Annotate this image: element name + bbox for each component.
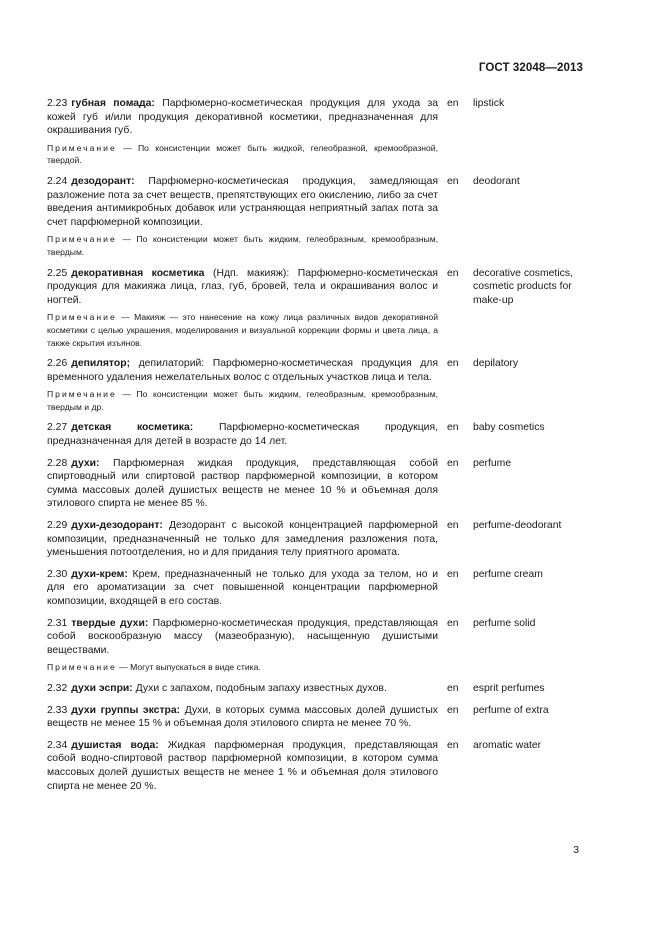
term-entry bbox=[47, 175, 587, 259]
term-definition-text: Парфюмерно-косметическая продукция, представляющая собой воскообразную массу (мазеобразную), насыщенную душистыми веществами. bbox=[47, 617, 438, 656]
term-name: дезодорант: bbox=[71, 175, 135, 187]
language-code: en bbox=[447, 682, 459, 694]
term-entry bbox=[47, 617, 587, 674]
term-name: душистая вода: bbox=[71, 739, 159, 751]
english-equivalent: esprit perfumes bbox=[473, 682, 545, 694]
note-label: Примечание bbox=[47, 662, 117, 673]
term-definition-text: Парфюмерно-косметическая продукция, замедляющая разложение пота за счет веществ, препятствующих его окислению, либо за счет введения антимикробных добавок или устраняющая неприятный запах пота за счет парфюмерной композиции. bbox=[47, 175, 438, 228]
english-equivalent: deodorant bbox=[473, 175, 520, 187]
term-number: 2.34 bbox=[47, 739, 68, 751]
term-definition-text: Духи с запахом, подобным запаху известных духов. bbox=[135, 682, 387, 694]
english-equivalent: perfume solid bbox=[473, 617, 536, 629]
term-note bbox=[47, 142, 438, 167]
term-number: 2.25 bbox=[47, 267, 68, 279]
term-definition bbox=[47, 175, 438, 229]
term-name: твердые духи: bbox=[71, 617, 149, 629]
term-name: духи группы экстра: bbox=[71, 704, 181, 716]
term-name: губная помада: bbox=[71, 98, 155, 109]
term-definition-text: Духи, в которых сумма массовых долей душистых веществ не менее 15 % и объемная доля этилового спирта не менее 70 %. bbox=[47, 704, 438, 730]
term-entry bbox=[47, 568, 587, 609]
note-text: — По консистенции может быть жидким, гелеобразным, кремообразным, твердым и др. bbox=[47, 389, 439, 412]
term-row bbox=[47, 682, 587, 696]
term-entry bbox=[47, 421, 587, 448]
term-row bbox=[47, 739, 587, 793]
note-label: Примечание bbox=[47, 312, 117, 323]
language-code: en bbox=[447, 422, 459, 434]
note-text: — По консистенции может быть жидкой, гелеобразной, кремообразной, твердой. bbox=[47, 142, 438, 166]
term-number: 2.29 bbox=[47, 520, 68, 532]
term-row bbox=[47, 519, 587, 560]
term-entry bbox=[47, 357, 587, 413]
term-definition bbox=[47, 97, 438, 138]
english-equivalent: perfume cream bbox=[473, 568, 543, 580]
term-number: 2.32 bbox=[47, 682, 68, 694]
term-entry bbox=[47, 739, 587, 793]
language-code: en bbox=[447, 520, 459, 532]
term-definition-text: (Ндп. макияж): Парфюмерно-косметическая продукция для макияжа лица, глаз, губ, бровей, тела и окрашивания волос и ногтей. bbox=[47, 267, 438, 306]
english-equivalent: decorative cosmetics, cosmetic products for make-up bbox=[473, 267, 573, 306]
term-name: духи-крем: bbox=[71, 568, 128, 580]
term-definition bbox=[47, 617, 438, 658]
language-code: en bbox=[447, 98, 459, 109]
term-number: 2.26 bbox=[47, 358, 68, 370]
term-entry bbox=[47, 682, 587, 696]
standard-header: ГОСТ 32048—2013 bbox=[478, 62, 583, 74]
term-row bbox=[47, 267, 587, 308]
term-row bbox=[47, 617, 587, 658]
english-equivalent: lipstick bbox=[473, 98, 505, 109]
term-entry bbox=[47, 704, 587, 731]
term-note bbox=[47, 388, 438, 413]
term-definition bbox=[47, 704, 438, 731]
term-note bbox=[47, 661, 438, 674]
term-definition-text: Крем, предназначенный не только для ухода за телом, но и для его ароматизации за счет повышенной концентрации парфюмерной композиции, входящей в его состав. bbox=[47, 568, 438, 607]
note-label: Примечание bbox=[47, 142, 117, 153]
language-code: en bbox=[447, 704, 459, 716]
term-number: 2.24 bbox=[47, 175, 68, 187]
term-number: 2.33 bbox=[47, 704, 68, 716]
language-code: en bbox=[447, 457, 459, 469]
term-row bbox=[47, 568, 587, 609]
term-entry bbox=[47, 519, 587, 560]
term-number: 2.27 bbox=[47, 422, 68, 434]
language-code: en bbox=[447, 617, 459, 629]
term-definition-text: Парфюмерная жидкая продукция, представляющая собой спиртоводный или спиртовой раствор парфюмерной композиции, в котором сумма массовых долей душистых веществ не менее 10 % и объемная доля этилового спирта не менее 85 %. bbox=[47, 457, 438, 510]
note-label: Примечание bbox=[47, 389, 117, 400]
term-definition bbox=[47, 457, 438, 511]
english-equivalent: perfume of extra bbox=[473, 704, 549, 716]
language-code: en bbox=[447, 175, 459, 187]
term-entry bbox=[47, 457, 587, 511]
term-row bbox=[47, 357, 587, 384]
term-name: детская косметика: bbox=[71, 422, 194, 434]
language-code: en bbox=[447, 739, 459, 751]
language-code: en bbox=[447, 358, 459, 370]
term-row bbox=[47, 704, 587, 731]
term-definition-text: Жидкая парфюмерная продукция, представляющая собой водно-спиртовой раствор парфюмерной композиции, в котором сумма массовых долей душистых веществ не менее 1 % и объемная доля этилового спирта не менее 20 %. bbox=[47, 739, 438, 792]
term-name: духи эспри: bbox=[71, 682, 133, 694]
english-equivalent: perfume bbox=[473, 457, 512, 469]
term-name: депилятор; bbox=[71, 358, 131, 370]
term-entry bbox=[47, 267, 587, 350]
term-name: декоративная косметика bbox=[71, 267, 205, 279]
term-entry bbox=[47, 97, 587, 167]
term-note bbox=[47, 233, 438, 258]
term-definition bbox=[47, 267, 438, 308]
term-note bbox=[47, 311, 438, 349]
term-definition bbox=[47, 682, 438, 696]
page-number: 3 bbox=[573, 845, 579, 856]
note-text: — По консистенции может быть жидким, гелеобразным, кремообразным, твердым. bbox=[47, 234, 439, 257]
term-number: 2.23 bbox=[47, 98, 68, 109]
term-name: духи-дезодорант: bbox=[71, 520, 163, 532]
terms-list bbox=[47, 97, 587, 801]
english-equivalent: perfume-deodorant bbox=[473, 520, 562, 532]
note-text: — Могут выпускаться в виде стика. bbox=[119, 662, 261, 673]
note-text: — Макияж — это нанесение на кожу лица различных видов декоративной косметики с целью украшения, моделирования и визуальной коррекции формы и цвета лица, а также скрытия изъянов. bbox=[47, 312, 438, 348]
term-row bbox=[47, 97, 587, 138]
language-code: en bbox=[447, 267, 459, 279]
term-definition bbox=[47, 519, 438, 560]
note-label: Примечание bbox=[47, 234, 117, 245]
term-definition-text: Дезодорант с высокой концентрацией парфюмерной композиции, предназначенный не только для замедления разложения пота, уменьшения потоотделения, но и для придания телу приятного аромата. bbox=[47, 520, 438, 559]
term-definition bbox=[47, 421, 438, 448]
term-name: духи: bbox=[71, 457, 100, 469]
english-equivalent: depilatory bbox=[473, 358, 519, 370]
term-definition-text: Парфюмерно-косметическая продукция для ухода за кожей губ и/или продукция декоративной косметики, предназначенная для окрашивания губ. bbox=[47, 98, 438, 137]
term-definition-text: депилаторий: Парфюмерно-косметическая продукция для временного удаления нежелательных волос с отдельных участков лица и тела. bbox=[47, 358, 438, 383]
english-equivalent: aromatic water bbox=[473, 739, 542, 751]
term-number: 2.28 bbox=[47, 457, 68, 469]
term-number: 2.30 bbox=[47, 568, 68, 580]
term-row bbox=[47, 421, 587, 448]
term-row bbox=[47, 175, 587, 229]
term-definition-text: Парфюмерно-косметическая продукция, предназначенная для детей в возрасте до 14 лет. bbox=[47, 422, 438, 448]
term-number: 2.31 bbox=[47, 617, 68, 629]
term-definition bbox=[47, 568, 438, 609]
term-row bbox=[47, 457, 587, 511]
term-definition bbox=[47, 739, 438, 793]
term-definition bbox=[47, 357, 438, 384]
language-code: en bbox=[447, 568, 459, 580]
english-equivalent: baby cosmetics bbox=[473, 422, 545, 434]
